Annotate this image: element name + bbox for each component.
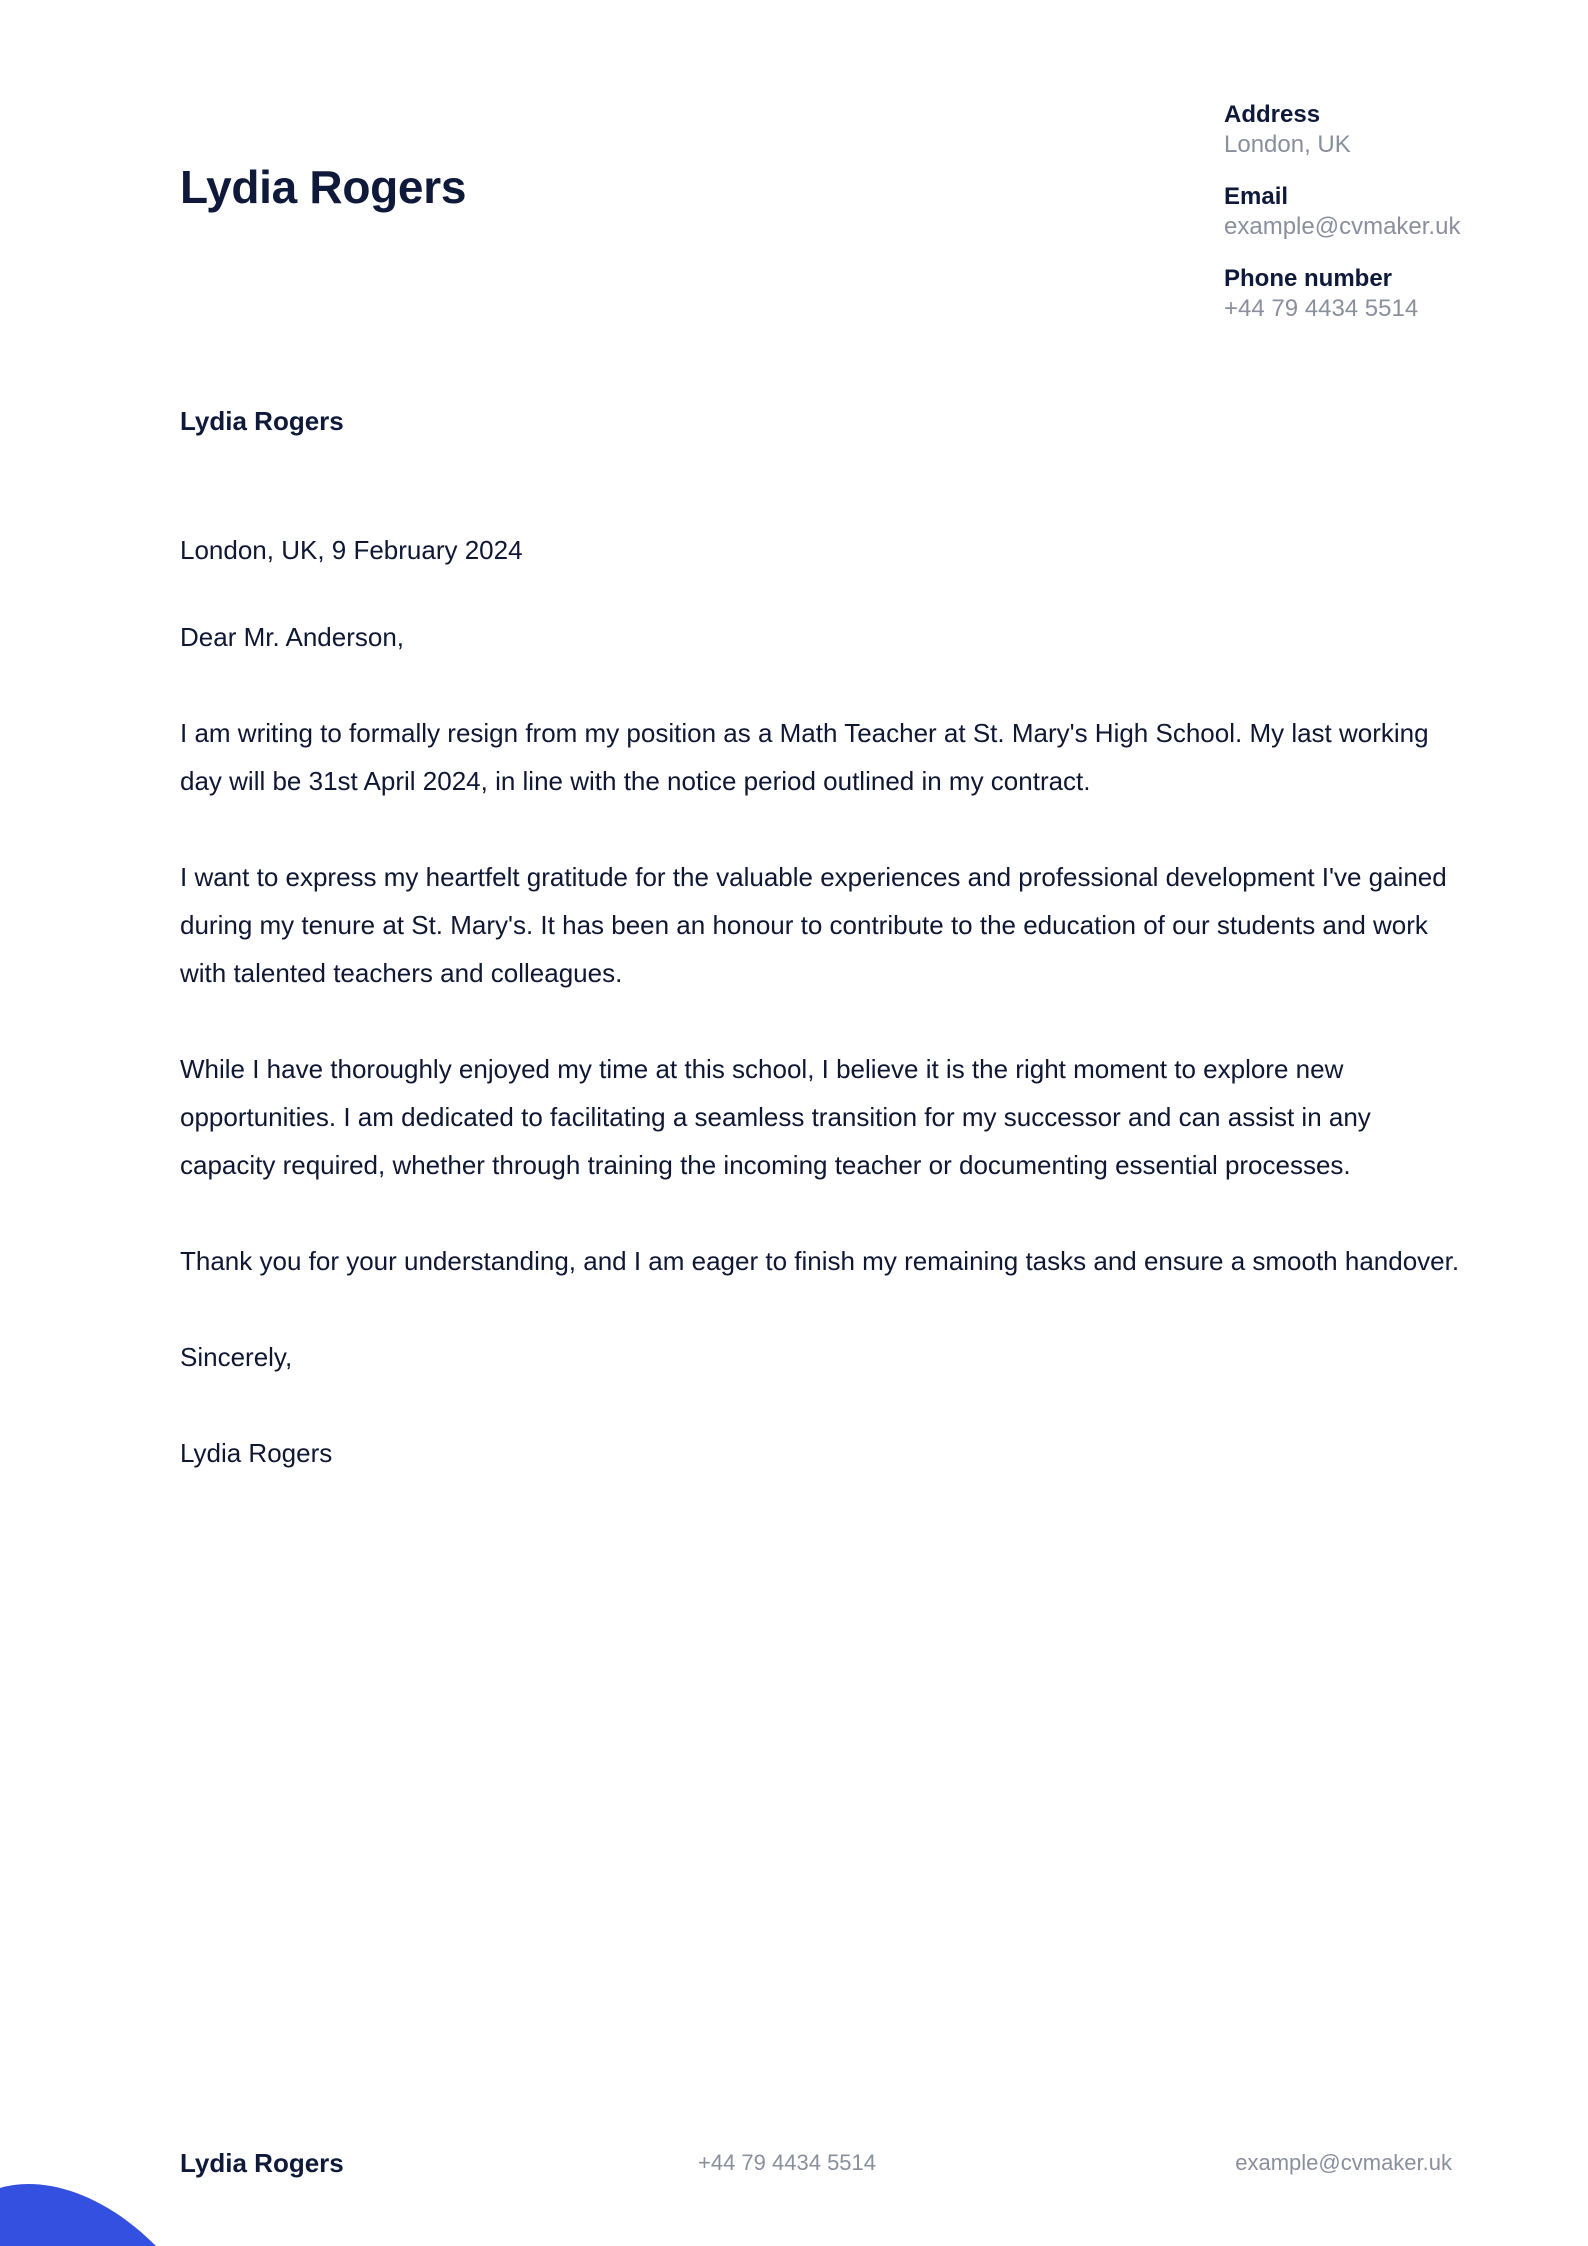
email-value: example@cvmaker.uk xyxy=(1224,213,1461,240)
phone-label: Phone number xyxy=(1224,265,1393,292)
paragraph: Thank you for your understanding, and I am eager to finish my remaining tasks and ensure a smooth handover. xyxy=(180,1246,1460,1276)
contact-phone xyxy=(1224,264,1524,324)
contact-block xyxy=(1224,100,1524,346)
contact-email xyxy=(1224,182,1524,242)
contact-address xyxy=(1224,100,1524,160)
footer-email: example@cvmaker.uk xyxy=(1235,2150,1452,2175)
footer-phone: +44 79 4434 5514 xyxy=(698,2150,877,2175)
phone-value: +44 79 4434 5514 xyxy=(1224,295,1419,322)
address-label: Address xyxy=(1224,101,1321,128)
signature: Lydia Rogers xyxy=(180,1438,333,1468)
paragraph: I want to express my heartfelt gratitude for the valuable experiences and professional development I've gained during my tenure at St. Mary's. It has been an honour to contribute to the education of our students and work with talented teachers and colleagues. xyxy=(180,862,1447,988)
salutation: Dear Mr. Anderson, xyxy=(180,622,404,652)
paragraph: I am writing to formally resign from my position as a Math Teacher at St. Mary's High School. My last working day will be 31st April 2024, in line with the notice period outlined in my contract. xyxy=(180,718,1429,796)
corner-wave-decoration xyxy=(0,2182,160,2246)
footer-name: Lydia Rogers xyxy=(180,2148,344,2178)
footer xyxy=(180,2148,1452,2180)
address-value: London, UK xyxy=(1224,131,1351,158)
corner-wave-shape xyxy=(0,2184,156,2246)
place-date: London, UK, 9 February 2024 xyxy=(180,535,523,565)
closing: Sincerely, xyxy=(180,1342,293,1372)
sender-name: Lydia Rogers xyxy=(180,406,344,436)
page-title: Lydia Rogers xyxy=(180,161,467,213)
letter-body xyxy=(180,526,1460,1525)
paragraph: While I have thoroughly enjoyed my time at this school, I believe it is the right moment to explore new opportunities. I am dedicated to facilitating a seamless transition for my successor and can assist in any capacity required, whether through training the incoming teacher or documenting essential processes. xyxy=(180,1054,1371,1180)
email-label: Email xyxy=(1224,183,1289,210)
